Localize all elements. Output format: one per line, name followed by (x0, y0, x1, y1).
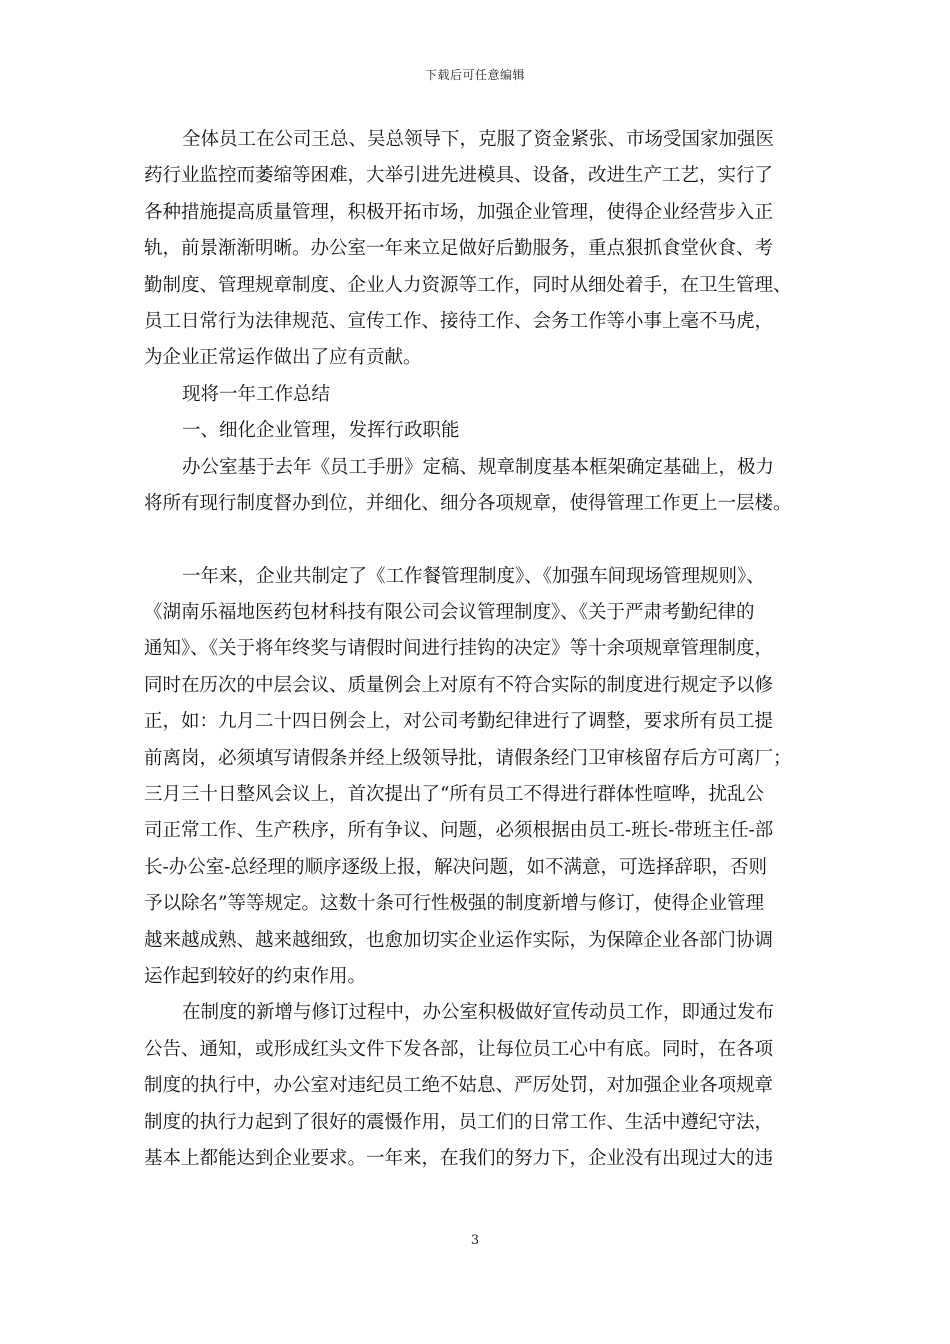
text-line: 前离岗，必须填写请假条并经上级领导批，请假条经门卫审核留存后方可离厂； (144, 747, 792, 769)
text-line: 药行业监控而萎缩等困难，大举引进先进模具、设备，改进生产工艺，实行了 (144, 165, 774, 187)
text-line: 各种措施提高质量管理，积极开拓市场，加强企业管理，使得企业经营步入正 (144, 201, 774, 223)
text-line: 制度的执行力起到了很好的震慑作用，员工们的日常工作、生活中遵纪守法， (144, 1111, 774, 1133)
text-line: 通知》、《关于将年终奖与请假时间进行挂钩的决定》等十余项规章管理制度， (144, 638, 774, 660)
text-line: 司正常工作、生产秩序，所有争议、问题，必须根据由员工-班长-带班主任-部 (144, 820, 774, 842)
text-line: 一年来，企业共制定了《工作餐管理制度》、《加强车间现场管理规则》、 (182, 565, 765, 587)
document-body (144, 122, 804, 1177)
section-heading: 一、细化企业管理，发挥行政职能 (182, 420, 460, 442)
text-line: 在制度的新增与修订过程中，办公室积极做好宣传动员工作，即通过发布 (182, 1002, 775, 1024)
text-line: 办公室基于去年《员工手册》定稿、规章制度基本框架确定基础上，极力 (182, 456, 775, 478)
text-line: 将所有现行制度督办到位，并细化、细分各项规章，使得管理工作更上一层楼。 (144, 492, 792, 514)
text-line: 同时在历次的中层会议、质量例会上对原有不符合实际的制度进行规定予以修 (144, 674, 774, 696)
text-line: 《湖南乐福地医药包材科技有限公司会议管理制度》、《关于严肃考勤纪律的 (144, 602, 755, 624)
text-line: 现将一年工作总结 (182, 383, 331, 405)
page-number: 3 (470, 1233, 480, 1248)
text-line: 勤制度、管理规章制度、企业人力资源等工作，同时从细处着手，在卫生管理、 (144, 274, 792, 296)
text-line: 全体员工在公司王总、吴总领导下，克服了资金紧张、市场受国家加强医 (182, 129, 775, 150)
text-line: 运作起到较好的约束作用。 (144, 965, 367, 987)
text-line: 越来越成熟、越来越细致，也愈加切实企业运作实际，为保障企业各部门协调 (144, 929, 774, 951)
text-line: 正，如：九月二十四日例会上，对公司考勤纪律进行了调整，要求所有员工提 (144, 711, 774, 733)
text-line: 轨，前景渐渐明晰。办公室一年来立足做好后勤服务，重点狠抓食堂伙食、考 (144, 238, 774, 260)
text-line: 基本上都能达到企业要求。一年来，在我们的努力下，企业没有出现过大的违 (144, 1147, 774, 1169)
text-line: 员工日常行为法律规范、宣传工作、接待工作、会务工作等小事上毫不马虎， (144, 310, 774, 332)
text-line: 制度的执行中，办公室对违纪员工绝不姑息、严厉处罚，对加强企业各项规章 (144, 1075, 774, 1097)
text-line: 为企业正常运作做出了应有贡献。 (144, 347, 422, 369)
text-line: 长-办公室-总经理的顺序逐级上报，解决问题，如不满意，可选择辞职，否则 (144, 856, 768, 878)
header-note: 下载后可任意编辑 (424, 68, 525, 82)
text-line: 予以除名”等等规定。这数十条可行性极强的制度新增与修订，使得企业管理 (144, 893, 764, 915)
paragraph-gap (144, 522, 804, 558)
text-line: 三月三十日整风会议上，首次提出了“所有员工不得进行群体性喧哗，扰乱公 (144, 784, 764, 806)
text-line: 公告、通知，或形成红头文件下发各部，让每位员工心中有底。同时，在各项 (144, 1038, 774, 1060)
